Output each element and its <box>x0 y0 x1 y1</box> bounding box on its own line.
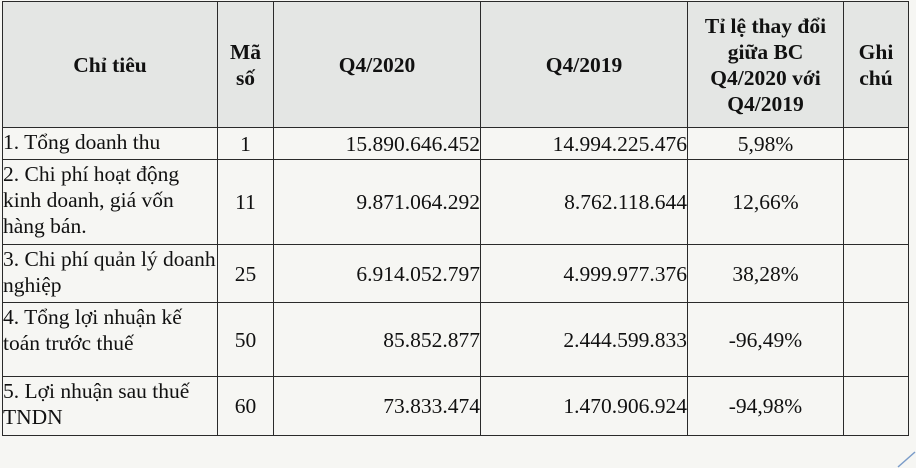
row-change-percent: 12,66% <box>688 160 844 245</box>
row-code: 11 <box>218 160 274 245</box>
row-note <box>844 303 909 377</box>
row-change-percent: -94,98% <box>688 377 844 436</box>
row-value-q4-2019: 8.762.118.644 <box>481 160 688 245</box>
financial-comparison-table <box>2 1 909 436</box>
table-row <box>3 245 909 303</box>
table-header-row <box>3 2 909 128</box>
header-ma-so: Mã số <box>218 2 274 128</box>
row-note <box>844 128 909 160</box>
header-ti-le-thay-doi: Tỉ lệ thay đổi giữa BC Q4/2020 với Q4/2019 <box>688 2 844 128</box>
row-label <box>3 303 218 377</box>
row-label-text: 4. Tổng lợi nhuận kế toán trước thuế <box>3 305 182 355</box>
row-value-q4-2020: 73.833.474 <box>274 377 481 436</box>
row-change-percent: -96,49% <box>688 303 844 377</box>
row-label <box>3 128 218 160</box>
row-change-percent: 5,98% <box>688 128 844 160</box>
row-label <box>3 245 218 303</box>
row-code: 25 <box>218 245 274 303</box>
row-note <box>844 377 909 436</box>
pen-stroke-mark <box>896 448 916 468</box>
row-label-text: 2. Chi phí hoạt động kinh doanh, giá vốn hàng bán. <box>3 162 180 238</box>
table-row <box>3 303 909 377</box>
row-value-q4-2019: 1.470.906.924 <box>481 377 688 436</box>
row-value-q4-2020: 15.890.646.452 <box>274 128 481 160</box>
row-label-text: 3. Chi phí quản lý doanh nghiệp <box>3 247 216 297</box>
row-note <box>844 160 909 245</box>
table-row <box>3 160 909 245</box>
row-value-q4-2019: 2.444.599.833 <box>481 303 688 377</box>
row-note <box>844 245 909 303</box>
header-q4-2019: Q4/2019 <box>481 2 688 128</box>
row-value-q4-2020: 85.852.877 <box>274 303 481 377</box>
row-label-text: 1. Tổng doanh thu <box>3 130 161 154</box>
header-q4-2020: Q4/2020 <box>274 2 481 128</box>
row-code: 1 <box>218 128 274 160</box>
row-code: 60 <box>218 377 274 436</box>
header-ghi-chu: Ghi chú <box>844 2 909 128</box>
row-value-q4-2020: 9.871.064.292 <box>274 160 481 245</box>
row-change-percent: 38,28% <box>688 245 844 303</box>
row-label <box>3 160 218 245</box>
table-row <box>3 128 909 160</box>
row-code: 50 <box>218 303 274 377</box>
row-label <box>3 377 218 436</box>
row-value-q4-2020: 6.914.052.797 <box>274 245 481 303</box>
row-label-text: 5. Lợi nhuận sau thuế TNDN <box>3 379 190 429</box>
header-chi-tieu: Chỉ tiêu <box>3 2 218 128</box>
table-row <box>3 377 909 436</box>
row-value-q4-2019: 14.994.225.476 <box>481 128 688 160</box>
row-value-q4-2019: 4.999.977.376 <box>481 245 688 303</box>
